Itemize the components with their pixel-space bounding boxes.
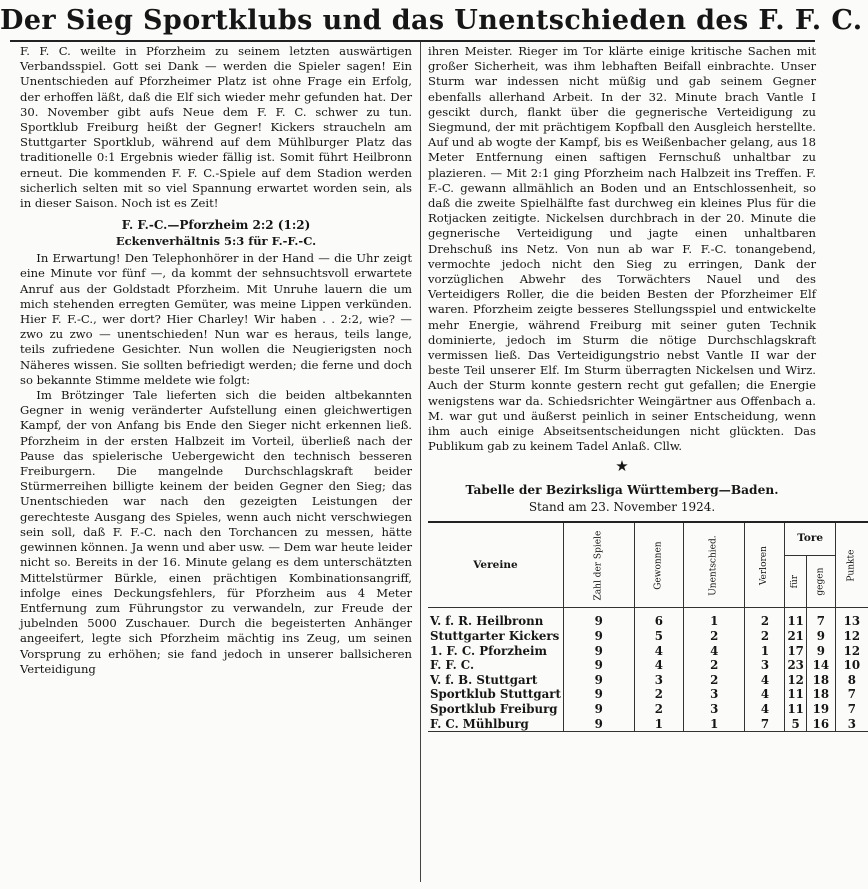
cell-lost: 7 <box>745 717 785 732</box>
cell-won: 4 <box>634 644 683 659</box>
team-name: 1. F. C. Pforzheim <box>430 643 547 658</box>
cell-pts: 7 <box>835 702 868 717</box>
cell-played: 9 <box>563 614 634 629</box>
table-row <box>428 687 868 702</box>
cell-pts: 10 <box>835 658 868 673</box>
cell-gf: 5 <box>785 717 806 732</box>
cell-drawn: 2 <box>684 658 745 673</box>
header-drawn: Unentschied. <box>684 522 745 608</box>
cell-pts: 8 <box>835 673 868 688</box>
cell-lost: 2 <box>745 614 785 629</box>
right-column <box>428 44 861 732</box>
cell-pts: 12 <box>835 629 868 644</box>
cell-drawn: 2 <box>684 673 745 688</box>
table-row <box>428 717 868 732</box>
cell-gf: 11 <box>785 687 806 702</box>
table-row <box>428 658 868 673</box>
cell-pts: 7 <box>835 687 868 702</box>
cell-drawn: 4 <box>684 644 745 659</box>
corner-ratio: Eckenverhältnis 5:3 für F.-F.-C. <box>115 234 317 249</box>
cell-played: 9 <box>563 658 634 673</box>
cell-won: 2 <box>634 687 683 702</box>
header-played: Zahl der Spiele <box>563 522 634 608</box>
team-name: V. f. B. Stuttgart <box>430 672 538 687</box>
table-row <box>428 644 868 659</box>
cell-ga: 14 <box>806 658 835 673</box>
star-separator: ★ <box>615 457 629 476</box>
header-goals-against: gegen <box>806 555 835 608</box>
team-name: Stuttgarter Kickers <box>430 629 560 644</box>
league-table <box>428 521 868 732</box>
cell-won: 5 <box>634 629 683 644</box>
league-table-date: Stand am 23. November 1924. <box>528 500 716 515</box>
headline-rule <box>10 40 815 42</box>
cell-lost: 3 <box>745 658 785 673</box>
cell-drawn: 3 <box>684 687 745 702</box>
cell-played: 9 <box>563 717 634 732</box>
intro-paragraph: F. F. C. weilte in Pforzheim zu seinem letzten auswärtigen Verbandsspiel. Gott sei Dank — werden die Spieler sagen! Ein Unentschieden auf Pforzheimer Platz ist ohne Frage ein Erfolg, der erhoffen läßt, daß die Elf sich wieder mehr gefunden hat. Der 30. November gibt aufs Neue dem F. F. C. schwer zu tun. Sportklub Freiburg heißt der Gegner! Kickers straucheln am Stuttgarter Sportklub, während auf dem Mühlburger Platz das traditionelle 0:1 Ergebnis wieder fällig ist. Somit führt Heilbronn erneut. Die kommenden F. F. C.-Spiele auf dem Stadion werden sicherlich selten mit so viel Spannung erwartet worden sein, als in dieser Saison. Noch ist es Zeit! <box>20 44 412 211</box>
cell-lost: 2 <box>745 629 785 644</box>
cell-played: 9 <box>563 644 634 659</box>
phone-call-paragraph: In Erwartung! Den Telephonhörer in der Hand — die Uhr zeigt eine Minute vor fünf —, da kommt der sehnsuchtsvoll erwartete Anruf aus der Goldstadt Pforzheim. Mit Unruhe lauern die um mich stehenden erregten Gemüter, was meine Lippen verkünden. Hier F. F.-C., wer dort? Hier Charley! Wir haben . . 2:2, wie? — zwo zu zwo — unentschieden! Nun war es heraus, teils lange, teils zufriedene Gesichter. Nun wollen die Neugierigsten noch Näheres wissen. Sie sollten befriedigt werden; die ferne und doch so bekannte Stimme meldete wie folgt: <box>20 251 412 387</box>
cell-drawn: 2 <box>684 629 745 644</box>
team-name: F. F. C. <box>430 658 475 673</box>
match-result-heading: F. F.-C.—Pforzheim 2:2 (1:2) <box>121 218 311 233</box>
match-report-paragraph: Im Brötzinger Tale lieferten sich die beiden altbekannten Gegner in wenig veränderter Aufstellung einen gleichwertigen Kampf, der von Anfang bis Ende den Sieger nicht erkennen ließ. Pforzheim in der ersten Halbzeit im Vorteil, überließ nach der Pause das spielerische Uebergewicht den technisch besseren Freiburgern. Die mangelnde Durchschlagskraft beider Stürmerreihen billigte keinem der beiden Gegner den Sieg; das Unentschieden war nach den gezeigten Leistungen der gerechteste Ausgang des Spieles, wenn auch nicht verschwiegen sein soll, daß F. F.-C. nach den Torchancen zu messen, hätte gewinnen können. Ja wenn und aber usw. — Dem war heute leider nicht so. Bereits in der 16. Minute gelang es dem unterschätzten Mittelstürmer Bürkle, einen prächtigen Kombinationsangriff, infolge eines Deckungsfehlers, für Pforzheim aus 4 Meter Entfernung zum Führungstor zu verwandeln, zur Freude der jubelnden 5000 Zuschauer. Durch die begeisterten Anhänger angeeifert, legte sich Pforzheim mächtig ins Zeug, um seinen Vorsprung zu erhöhen; sie fand jedoch in unserer ballsicheren Verteidigung <box>20 388 412 676</box>
cell-won: 2 <box>634 702 683 717</box>
cell-gf: 11 <box>785 702 806 717</box>
header-won: Gewonnen <box>634 522 683 608</box>
headline: Der Sieg Sportklubs und das Unentschieden des F. F. C. <box>0 5 863 36</box>
cell-gf: 23 <box>785 658 806 673</box>
cell-drawn: 1 <box>684 614 745 629</box>
cell-played: 9 <box>563 673 634 688</box>
league-table-title: Tabelle der Bezirksliga Württemberg—Baden. <box>465 483 779 498</box>
author-signature: Cllw. <box>653 439 683 454</box>
table-row <box>428 673 868 688</box>
column-divider <box>420 42 421 882</box>
cell-played: 9 <box>563 702 634 717</box>
cell-pts: 12 <box>835 644 868 659</box>
cell-won: 6 <box>634 614 683 629</box>
cell-won: 4 <box>634 658 683 673</box>
cell-played: 9 <box>563 629 634 644</box>
cell-ga: 18 <box>806 687 835 702</box>
header-goals: Tore <box>785 522 835 555</box>
cell-pts: 13 <box>835 614 868 629</box>
cell-lost: 4 <box>745 673 785 688</box>
team-name: F. C. Mühlburg <box>428 717 563 732</box>
cell-gf: 17 <box>785 644 806 659</box>
cell-lost: 4 <box>745 702 785 717</box>
team-name: V. f. R. Heilbronn <box>430 614 544 629</box>
cell-ga: 18 <box>806 673 835 688</box>
cell-won: 1 <box>634 717 683 732</box>
cell-ga: 7 <box>806 614 835 629</box>
cell-ga: 9 <box>806 644 835 659</box>
cell-gf: 11 <box>785 614 806 629</box>
left-column <box>20 44 412 677</box>
cell-ga: 16 <box>806 717 835 732</box>
cell-gf: 21 <box>785 629 806 644</box>
cell-drawn: 1 <box>684 717 745 732</box>
table-row <box>428 629 868 644</box>
cell-lost: 4 <box>745 687 785 702</box>
team-name: Sportklub Stuttgart <box>430 687 561 702</box>
cell-lost: 1 <box>745 644 785 659</box>
team-name: Sportklub Freiburg <box>430 702 558 717</box>
header-goals-for: für <box>785 555 806 608</box>
cell-gf: 12 <box>785 673 806 688</box>
header-clubs: Vereine <box>428 522 563 608</box>
cell-won: 3 <box>634 673 683 688</box>
cell-ga: 9 <box>806 629 835 644</box>
cell-ga: 19 <box>806 702 835 717</box>
match-report-continued: ihren Meister. Rieger im Tor klärte einige kritische Sachen mit großer Sicherheit, was ihm lebhaften Beifall einbrachte. Unser Sturm war indessen nicht müßig und gab seinem Gegner ebenfalls allerhand Arbeit. In der 32. Minute brach Vantle I gescikt durch, flankt über die gegnerische Verteidigung zu Siegmund, der mit prächtigem Kopfball den Ausgleich herstellte. Auf und ab wogte der Kampf, bis es Weißenbacher gelang, aus 18 Meter Entfernung einen saftigen Fernschuß unhaltbar zu plazieren. — Mit 2:1 ging Pforzheim nach Halbzeit ins Treffen. F. F.-C. gewann allmählich an Boden und an Entschlossenheit, so daß die zweite Spielhälfte fast durchweg ein kleines Plus für die Rotjacken zeitigte. Nickelsen durchbrach in der 20. Minute die gegnerische Verteidigung und jagte einen unhaltbaren Drehschuß ins Netz. Von nun ab war F. F.-C. tonangebend, vermochte jedoch nicht den Sieg zu erringen, Dank der vorzüglichen Abwehr des Torwächters Nauel und des Verteidigers Roller, die die beiden Besten der Pforzheimer Elf waren. Pforzheim zeigte besseres Stellungsspiel und entwickelte mehr Energie, während Freiburg mit seiner guten Technik dominierte, jedoch im Sturm die nötige Durchschlagskraft vermissen ließ. Das Verteidigungstrio nebst Vantle II war der beste Teil unserer Elf. Im Sturm überragten Nickelsen und Wirz. Auch der Sturm konnte gestern recht gut gefallen; die Energie wenigstens war da. Schiedsrichter Weingärtner aus Offenbach a. M. war gut und äußerst peinlich in seiner Entscheidung, wenn ihm auch einige Abseitsentscheidungen nicht glückten. Das Publikum gab zu keinem Tadel Anlaß. Cllw. <box>428 44 816 454</box>
cell-drawn: 3 <box>684 702 745 717</box>
table-row <box>428 614 868 629</box>
header-lost: Verloren <box>745 522 785 608</box>
cell-pts: 3 <box>835 717 868 732</box>
table-row <box>428 702 868 717</box>
header-points: Punkte <box>835 522 868 608</box>
cell-played: 9 <box>563 687 634 702</box>
